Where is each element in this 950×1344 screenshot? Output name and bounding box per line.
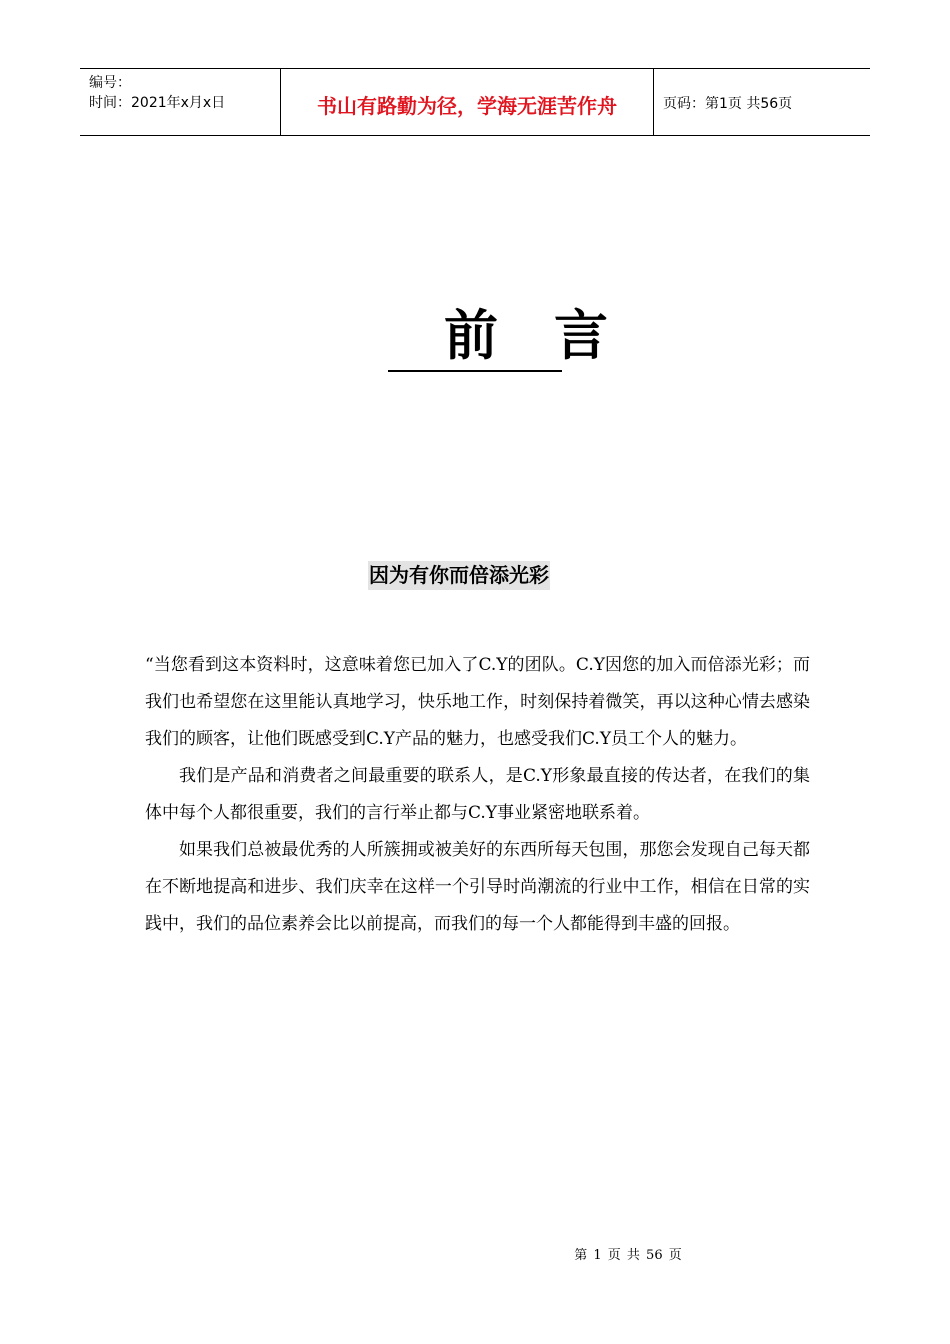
header-motto: 书山有路勤为径，学海无涯苦作舟 (317, 93, 617, 118)
header-motto-cell (281, 69, 654, 135)
body-text (145, 647, 810, 943)
document-date: 时间：2021年x月x日 (89, 95, 226, 111)
section-subtitle: 因为有你而倍添光彩 (368, 561, 550, 590)
header-meta-cell (80, 69, 281, 135)
paragraph-3: 如果我们总被最优秀的人所簇拥或被美好的东西所每天包围，那您会发现自己每天都在不断地提高和进步、我们庆幸在这样一个引导时尚潮流的行业中工作，相信在日常的实践中，我们的品位素养会比以前提高，而我们的每一个人都能得到丰盛的回报。 (145, 840, 810, 934)
document-number-label: 编号： (89, 75, 131, 91)
page-footer: 第 1 页 共 56 页 (574, 1248, 682, 1263)
paragraph-2: 我们是产品和消费者之间最重要的联系人，是C.Y形象最直接的传达者，在我们的集体中每个人都很重要，我们的言行举止都与C.Y事业紧密地联系着。 (145, 766, 810, 823)
paragraph-1: “当您看到这本资料时，这意味着您已加入了C.Y的团队。C.Y因您的加入而倍添光彩；而我们也希望您在这里能认真地学习，快乐地工作，时刻保持着微笑，再以这种心情去感染我们的顾客，让他们既感受到C.Y产品的魅力，也感受我们C.Y员工个人的魅力。 (145, 655, 810, 749)
header-table (80, 68, 870, 136)
header-page-cell (654, 69, 870, 135)
header-page-info: 页码：第1页 共56页 (663, 96, 793, 112)
page-title: 前言 (388, 300, 562, 372)
